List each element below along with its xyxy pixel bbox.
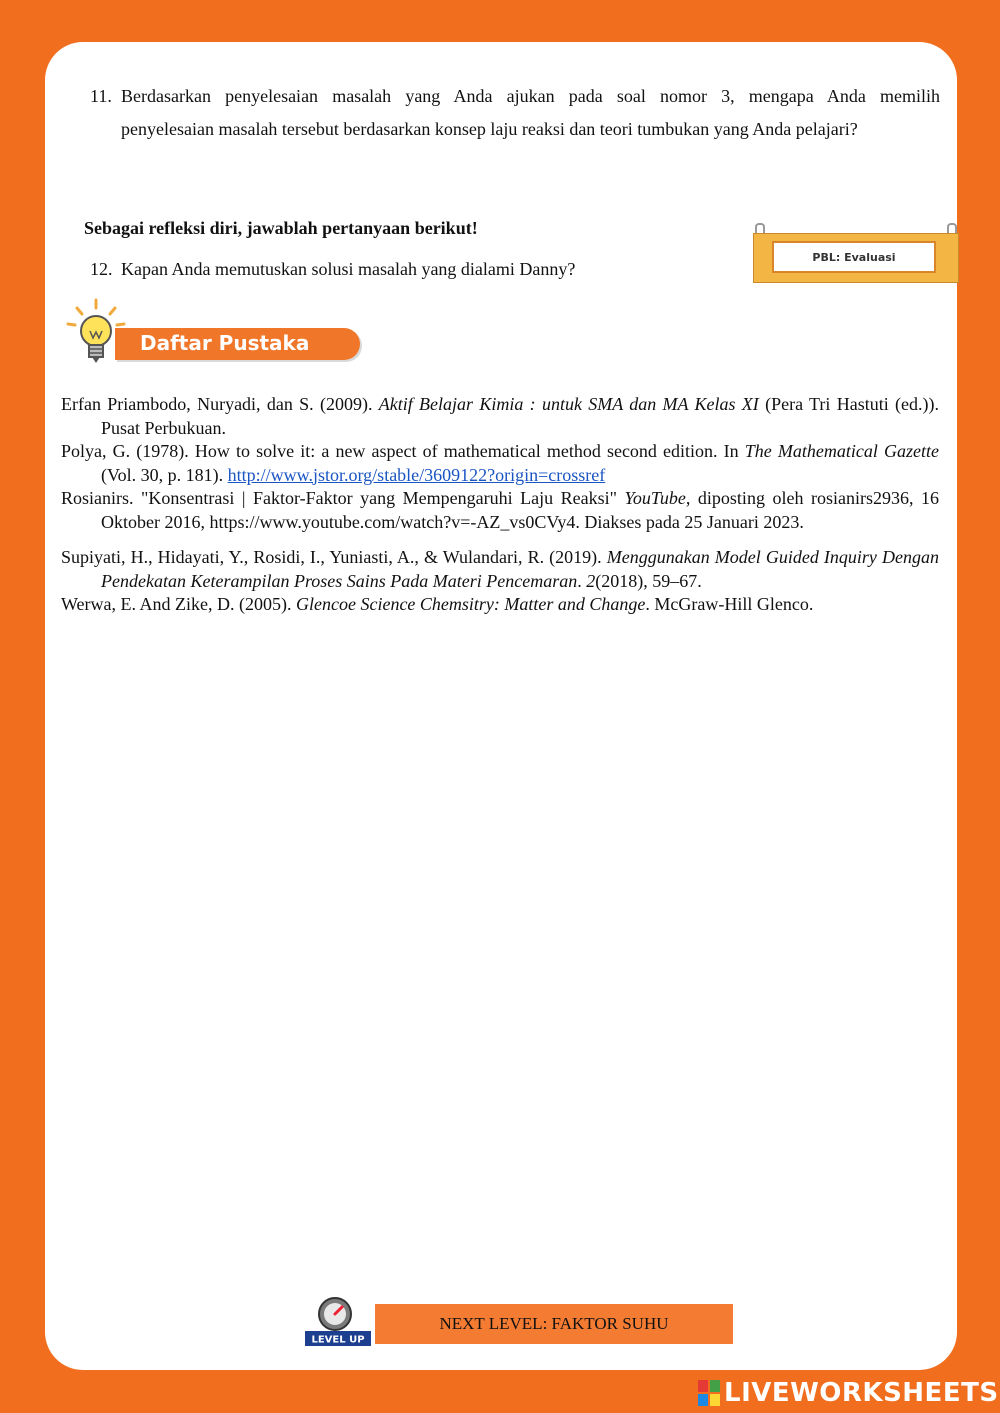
- reference-item: Werwa, E. And Zike, D. (2005). Glencoe Science Chemsitry: Matter and Change. McGraw-Hill Glenco.: [61, 594, 814, 614]
- question-text: Kapan Anda memutuskan solusi masalah yang dialami Danny?: [121, 259, 576, 279]
- question-12: [90, 253, 690, 286]
- reference-list: [61, 393, 939, 617]
- reference-link[interactable]: http://www.jstor.org/stable/3609122?origin=crossref: [227, 464, 606, 485]
- liveworksheets-watermark: [698, 1378, 999, 1408]
- sign-label: PBL: Evaluasi: [772, 241, 936, 273]
- light-bulb-icon: [65, 298, 127, 368]
- next-level-button[interactable]: NEXT LEVEL: FAKTOR SUHU: [375, 1304, 733, 1344]
- footer: [303, 1296, 733, 1348]
- reflection-heading: Sebagai refleksi diri, jawablah pertanyaan berikut!: [84, 218, 478, 238]
- question-text-line-2: penyelesaian masalah tersebut berdasarkan konsep laju reaksi dan teori tumbukan yang Anda pelajari?: [121, 119, 858, 139]
- question-number: 12.: [90, 259, 113, 279]
- reference-item: Rosianirs. "Konsentrasi | Faktor-Faktor yang Mempengaruhi Laju Reaksi" YouTube, diposting oleh rosianirs2936, 16 Oktober 2016, https://www.youtube.com/watch?v=-AZ_vs0CVy4. Diakses pada 25 Januari 2023.: [61, 488, 939, 532]
- daftar-pustaka-banner: [65, 298, 365, 368]
- reference-item: Supiyati, H., Hidayati, Y., Rosidi, I., Yuniasti, A., & Wulandari, R. (2019). Menggunakan Model Guided Inquiry Dengan Pendekatan Keterampilan Proses Sains Pada Materi Pencemaran. 2(2018), 59–67.: [61, 547, 939, 591]
- question-number: 11.: [90, 86, 112, 106]
- pbl-sign: [753, 223, 957, 281]
- question-text-line-1: Berdasarkan penyelesaian masalah yang Anda ajukan pada soal nomor 3, mengapa Anda memilih: [121, 86, 940, 106]
- question-11: [90, 80, 940, 146]
- level-up-badge-icon: [303, 1296, 375, 1348]
- banner-title: Daftar Pustaka: [140, 331, 310, 355]
- sign-board: [753, 233, 959, 283]
- reference-item: Polya, G. (1978). How to solve it: a new aspect of mathematical method second edition. In The Mathematical Gazette (Vol. 30, p. 181). http://www.jstor.org/stable/3609122?origin=crossref: [61, 441, 939, 485]
- reference-item: Erfan Priambodo, Nuryadi, dan S. (2009). Aktif Belajar Kimia : untuk SMA dan MA Kelas XI (Pera Tri Hastuti (ed.)). Pusat Perbukuan.: [61, 394, 939, 438]
- liveworksheets-logo-icon: [698, 1380, 720, 1406]
- watermark-text: LIVEWORKSHEETS: [724, 1378, 999, 1408]
- badge-text: LEVEL UP: [311, 1334, 365, 1346]
